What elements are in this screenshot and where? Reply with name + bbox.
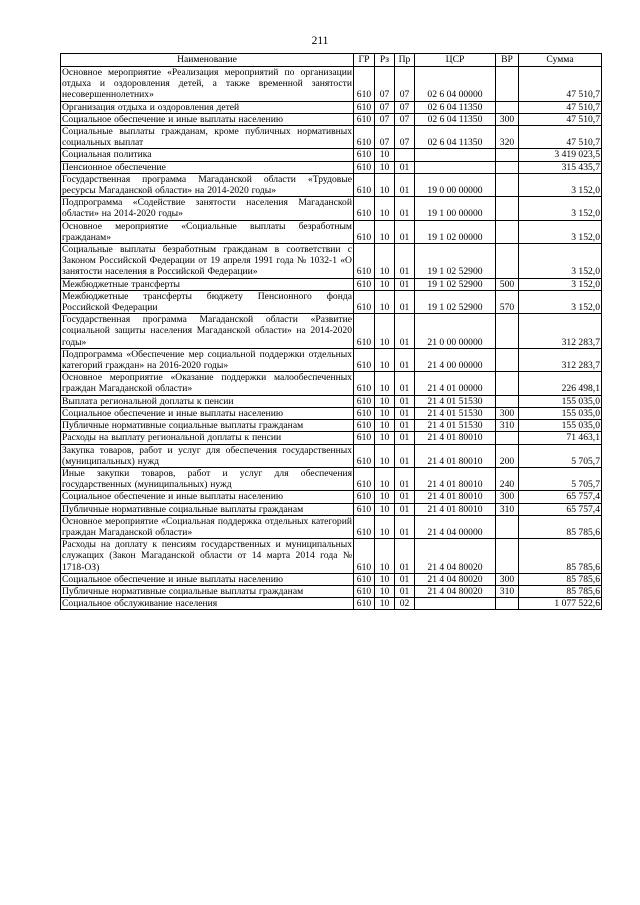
cell-pr: 01 bbox=[395, 444, 415, 467]
cell-sum: 226 498,1 bbox=[519, 372, 602, 395]
budget-table bbox=[60, 53, 602, 610]
cell-rz: 10 bbox=[375, 503, 395, 515]
cell-pr: 01 bbox=[395, 432, 415, 444]
cell-csr: 02 6 04 11350 bbox=[415, 113, 496, 125]
cell-rz: 10 bbox=[375, 407, 395, 419]
cell-rz: 07 bbox=[375, 67, 395, 102]
cell-rz: 10 bbox=[375, 173, 395, 196]
cell-sum: 155 035,0 bbox=[519, 420, 602, 432]
cell-sum: 47 510,7 bbox=[519, 67, 602, 102]
cell-gr: 610 bbox=[354, 101, 375, 113]
table-row bbox=[61, 491, 602, 503]
cell-name: Публичные нормативные социальные выплаты гражданам bbox=[61, 503, 354, 515]
table-row bbox=[61, 220, 602, 243]
cell-name: Основное мероприятие «Социальная поддержка отдельных категорий граждан Магаданской области» bbox=[62, 515, 352, 538]
header-sum: Сумма bbox=[519, 54, 602, 67]
cell-sum: 47 510,7 bbox=[519, 126, 602, 149]
cell-gr: 610 bbox=[354, 290, 375, 313]
cell-csr: 21 4 01 51530 bbox=[415, 420, 496, 432]
cell-rz: 10 bbox=[375, 491, 395, 503]
header-pr: Пр bbox=[395, 54, 415, 67]
cell-pr: 01 bbox=[395, 503, 415, 515]
cell-name: Социальное обеспечение и иные выплаты населению bbox=[61, 407, 354, 419]
cell-rz: 10 bbox=[375, 467, 395, 490]
cell-gr: 610 bbox=[354, 348, 375, 371]
cell-rz: 10 bbox=[375, 372, 395, 395]
cell-vr: 300 bbox=[496, 573, 519, 585]
cell-pr: 01 bbox=[395, 491, 415, 503]
cell-name: Социальное обеспечение и иные выплаты населению bbox=[61, 113, 354, 125]
cell-csr: 19 1 00 00000 bbox=[415, 197, 496, 220]
table-row bbox=[61, 113, 602, 125]
cell-name: Публичные нормативные социальные выплаты гражданам bbox=[61, 420, 354, 432]
cell-vr: 310 bbox=[496, 585, 519, 597]
table-row bbox=[61, 278, 602, 290]
table-row bbox=[61, 149, 602, 161]
table-row bbox=[61, 420, 602, 432]
cell-vr bbox=[496, 101, 519, 113]
cell-name: Подпрограмма «Содействие занятости населения Магаданской области» на 2014-2020 годы» bbox=[62, 197, 352, 220]
cell-gr: 610 bbox=[354, 407, 375, 419]
cell-sum: 47 510,7 bbox=[519, 101, 602, 113]
cell-csr bbox=[415, 598, 496, 610]
cell-sum: 155 035,0 bbox=[519, 407, 602, 419]
cell-rz: 10 bbox=[375, 539, 395, 574]
cell-rz: 10 bbox=[375, 432, 395, 444]
cell-vr: 310 bbox=[496, 420, 519, 432]
header-rz: Рз bbox=[375, 54, 395, 67]
cell-vr: 200 bbox=[496, 444, 519, 467]
cell-vr: 320 bbox=[496, 126, 519, 149]
cell-vr: 300 bbox=[496, 407, 519, 419]
cell-gr: 610 bbox=[354, 372, 375, 395]
cell-rz: 10 bbox=[375, 585, 395, 597]
cell-vr bbox=[496, 67, 519, 102]
cell-sum: 312 283,7 bbox=[519, 314, 602, 349]
cell-name: Иные закупки товаров, работ и услуг для обеспечения государственных (муниципальных) нужд bbox=[62, 467, 352, 491]
cell-gr: 610 bbox=[354, 395, 375, 407]
cell-sum: 65 757,4 bbox=[519, 503, 602, 515]
cell-rz: 10 bbox=[375, 197, 395, 220]
cell-pr: 01 bbox=[395, 161, 415, 173]
cell-name: Государственная программа Магаданской области «Развитие социальной защиты населения Магаданской области» на 2014-2020 годы» bbox=[62, 314, 352, 348]
cell-csr: 02 6 04 11350 bbox=[415, 101, 496, 113]
header-vr: ВР bbox=[496, 54, 519, 67]
cell-vr: 300 bbox=[496, 113, 519, 125]
cell-name: Выплата региональной доплаты к пенсии bbox=[61, 395, 354, 407]
table-row bbox=[61, 444, 602, 467]
page-number: 211 bbox=[311, 35, 329, 47]
cell-csr: 21 4 01 00000 bbox=[415, 372, 496, 395]
cell-sum: 3 152,0 bbox=[519, 278, 602, 290]
cell-csr: 21 4 01 80010 bbox=[415, 491, 496, 503]
cell-rz: 10 bbox=[375, 278, 395, 290]
cell-pr: 01 bbox=[395, 539, 415, 574]
cell-name: Основное мероприятие «Реализация мероприятий по организации отдыха и оздоровления детей, а также временной занятости несовершеннолетних» bbox=[62, 67, 352, 101]
cell-rz: 07 bbox=[375, 113, 395, 125]
cell-rz: 10 bbox=[375, 573, 395, 585]
cell-vr: 310 bbox=[496, 503, 519, 515]
cell-sum: 85 785,6 bbox=[519, 585, 602, 597]
cell-vr bbox=[496, 197, 519, 220]
cell-csr: 21 4 01 80010 bbox=[415, 444, 496, 467]
table-row bbox=[61, 539, 602, 574]
cell-sum: 5 705,7 bbox=[519, 467, 602, 490]
cell-gr: 610 bbox=[354, 444, 375, 467]
cell-pr: 07 bbox=[395, 101, 415, 113]
cell-sum: 3 152,0 bbox=[519, 173, 602, 196]
cell-sum: 47 510,7 bbox=[519, 113, 602, 125]
table-row bbox=[61, 126, 602, 149]
cell-gr: 610 bbox=[354, 173, 375, 196]
cell-pr: 01 bbox=[395, 467, 415, 490]
cell-sum: 3 152,0 bbox=[519, 220, 602, 243]
cell-gr: 610 bbox=[354, 149, 375, 161]
cell-vr: 300 bbox=[496, 491, 519, 503]
cell-pr: 01 bbox=[395, 420, 415, 432]
cell-rz: 10 bbox=[375, 290, 395, 313]
cell-csr: 19 1 02 52900 bbox=[415, 290, 496, 313]
cell-pr: 01 bbox=[395, 290, 415, 313]
cell-csr: 21 0 00 00000 bbox=[415, 314, 496, 349]
cell-sum: 3 152,0 bbox=[519, 290, 602, 313]
table-row bbox=[61, 244, 602, 279]
cell-pr: 07 bbox=[395, 67, 415, 102]
cell-name: Пенсионное обеспечение bbox=[61, 161, 354, 173]
cell-vr bbox=[496, 161, 519, 173]
cell-sum: 3 152,0 bbox=[519, 244, 602, 279]
cell-gr: 610 bbox=[354, 220, 375, 243]
cell-csr: 02 6 04 11350 bbox=[415, 126, 496, 149]
table-row bbox=[61, 314, 602, 349]
cell-gr: 610 bbox=[354, 432, 375, 444]
cell-vr bbox=[496, 432, 519, 444]
table-row bbox=[61, 161, 602, 173]
cell-gr: 610 bbox=[354, 467, 375, 490]
table-row bbox=[61, 348, 602, 371]
cell-name: Социальное обеспечение и иные выплаты населению bbox=[61, 573, 354, 585]
table-row bbox=[61, 173, 602, 196]
cell-csr: 21 4 04 00000 bbox=[415, 515, 496, 538]
cell-csr: 21 4 01 80010 bbox=[415, 467, 496, 490]
cell-pr: 01 bbox=[395, 220, 415, 243]
cell-pr: 01 bbox=[395, 197, 415, 220]
cell-name: Социальное обслуживание населения bbox=[61, 598, 354, 610]
cell-csr: 21 4 00 00000 bbox=[415, 348, 496, 371]
cell-sum: 65 757,4 bbox=[519, 491, 602, 503]
cell-gr: 610 bbox=[354, 585, 375, 597]
cell-gr: 610 bbox=[354, 161, 375, 173]
cell-pr: 02 bbox=[395, 598, 415, 610]
cell-rz: 10 bbox=[375, 395, 395, 407]
cell-gr: 610 bbox=[354, 314, 375, 349]
cell-name: Закупка товаров, работ и услуг для обеспечения государственных (муниципальных) нужд bbox=[62, 444, 352, 467]
cell-rz: 10 bbox=[375, 515, 395, 538]
table-row bbox=[61, 432, 602, 444]
cell-name: Социальные выплаты безработным гражданам в соответствии с Законом Российской Федерации от 19 апреля 1991 года № 1032-1 «О занятости населения в Российской Федерации» bbox=[62, 244, 352, 278]
cell-vr bbox=[496, 244, 519, 279]
table-row bbox=[61, 598, 602, 610]
cell-gr: 610 bbox=[354, 67, 375, 102]
cell-sum: 85 785,6 bbox=[519, 539, 602, 574]
cell-vr bbox=[496, 348, 519, 371]
header-name: Наименование bbox=[61, 54, 354, 67]
cell-pr: 01 bbox=[395, 515, 415, 538]
cell-gr: 610 bbox=[354, 598, 375, 610]
cell-csr: 21 4 04 80020 bbox=[415, 585, 496, 597]
cell-gr: 610 bbox=[354, 244, 375, 279]
cell-name: Организация отдыха и оздоровления детей bbox=[61, 101, 354, 113]
cell-pr: 01 bbox=[395, 407, 415, 419]
cell-gr: 610 bbox=[354, 113, 375, 125]
cell-csr: 21 4 01 80010 bbox=[415, 432, 496, 444]
cell-name: Публичные нормативные социальные выплаты гражданам bbox=[61, 585, 354, 597]
cell-csr: 19 1 02 52900 bbox=[415, 244, 496, 279]
cell-csr: 21 4 01 51530 bbox=[415, 407, 496, 419]
cell-csr: 19 1 02 52900 bbox=[415, 278, 496, 290]
cell-sum: 3 419 023,5 bbox=[519, 149, 602, 161]
cell-vr: 500 bbox=[496, 278, 519, 290]
cell-csr: 21 4 04 80020 bbox=[415, 539, 496, 574]
table-row bbox=[61, 395, 602, 407]
cell-name: Социальные выплаты гражданам, кроме публичных нормативных социальных выплат bbox=[62, 126, 352, 149]
cell-rz: 10 bbox=[375, 348, 395, 371]
cell-gr: 610 bbox=[354, 539, 375, 574]
cell-rz: 10 bbox=[375, 149, 395, 161]
cell-rz: 07 bbox=[375, 101, 395, 113]
cell-vr bbox=[496, 220, 519, 243]
cell-csr: 19 1 02 00000 bbox=[415, 220, 496, 243]
cell-sum: 5 705,7 bbox=[519, 444, 602, 467]
table-row bbox=[61, 585, 602, 597]
cell-rz: 10 bbox=[375, 244, 395, 279]
table-row bbox=[61, 197, 602, 220]
cell-sum: 1 077 522,6 bbox=[519, 598, 602, 610]
cell-pr: 01 bbox=[395, 573, 415, 585]
cell-rz: 10 bbox=[375, 444, 395, 467]
table-row bbox=[61, 290, 602, 313]
cell-vr bbox=[496, 515, 519, 538]
table-row bbox=[61, 407, 602, 419]
cell-gr: 610 bbox=[354, 573, 375, 585]
cell-csr: 21 4 01 80010 bbox=[415, 503, 496, 515]
cell-pr: 01 bbox=[395, 314, 415, 349]
cell-name: Основное мероприятие «Социальные выплаты безработным гражданам» bbox=[62, 220, 352, 243]
cell-sum: 315 435,7 bbox=[519, 161, 602, 173]
cell-vr bbox=[496, 539, 519, 574]
cell-rz: 10 bbox=[375, 161, 395, 173]
cell-gr: 610 bbox=[354, 515, 375, 538]
cell-vr: 240 bbox=[496, 467, 519, 490]
table-row bbox=[61, 503, 602, 515]
cell-vr bbox=[496, 395, 519, 407]
cell-csr: 21 4 04 80020 bbox=[415, 573, 496, 585]
table-row bbox=[61, 67, 602, 102]
cell-rz: 10 bbox=[375, 598, 395, 610]
table-row bbox=[61, 467, 602, 490]
cell-sum: 71 463,1 bbox=[519, 432, 602, 444]
cell-rz: 10 bbox=[375, 220, 395, 243]
cell-rz: 07 bbox=[375, 126, 395, 149]
cell-pr: 01 bbox=[395, 585, 415, 597]
cell-name: Подпрограмма «Обеспечение мер социальной поддержки отдельных категорий граждан» на 2016-2020 годы» bbox=[62, 348, 352, 372]
cell-gr: 610 bbox=[354, 278, 375, 290]
cell-pr: 01 bbox=[395, 278, 415, 290]
header-csr: ЦСР bbox=[415, 54, 496, 67]
cell-gr: 610 bbox=[354, 197, 375, 220]
cell-csr bbox=[415, 149, 496, 161]
cell-pr: 07 bbox=[395, 126, 415, 149]
cell-name: Межбюджетные трансферты бюджету Пенсионного фонда Российской Федерации bbox=[62, 290, 352, 314]
cell-pr: 01 bbox=[395, 395, 415, 407]
table-row bbox=[61, 372, 602, 395]
cell-csr bbox=[415, 161, 496, 173]
cell-csr: 21 4 01 51530 bbox=[415, 395, 496, 407]
cell-vr bbox=[496, 314, 519, 349]
cell-pr: 01 bbox=[395, 372, 415, 395]
cell-vr bbox=[496, 598, 519, 610]
table-row bbox=[61, 573, 602, 585]
cell-pr bbox=[395, 149, 415, 161]
cell-vr bbox=[496, 372, 519, 395]
cell-name: Расходы на доплату к пенсиям государственных и муниципальных служащих (Закон Магаданской области от 14 марта 2014 года № 1718-ОЗ) bbox=[62, 539, 352, 573]
cell-sum: 312 283,7 bbox=[519, 348, 602, 371]
cell-pr: 01 bbox=[395, 348, 415, 371]
cell-vr bbox=[496, 149, 519, 161]
table-row bbox=[61, 515, 602, 538]
cell-sum: 3 152,0 bbox=[519, 197, 602, 220]
cell-pr: 01 bbox=[395, 173, 415, 196]
cell-pr: 07 bbox=[395, 113, 415, 125]
cell-sum: 85 785,6 bbox=[519, 515, 602, 538]
cell-sum: 85 785,6 bbox=[519, 573, 602, 585]
cell-name: Расходы на выплату региональной доплаты к пенсии bbox=[61, 432, 354, 444]
table-body bbox=[61, 67, 602, 610]
header-gr: ГР bbox=[354, 54, 375, 67]
table-row bbox=[61, 101, 602, 113]
cell-sum: 155 035,0 bbox=[519, 395, 602, 407]
cell-vr: 570 bbox=[496, 290, 519, 313]
cell-name: Основное мероприятие «Оказание поддержки малообеспеченных граждан Магаданской области» bbox=[62, 372, 352, 395]
cell-csr: 02 6 04 00000 bbox=[415, 67, 496, 102]
cell-name: Межбюджетные трансферты bbox=[61, 278, 354, 290]
cell-gr: 610 bbox=[354, 420, 375, 432]
cell-name: Социальное обеспечение и иные выплаты населению bbox=[61, 491, 354, 503]
cell-gr: 610 bbox=[354, 491, 375, 503]
cell-gr: 610 bbox=[354, 503, 375, 515]
cell-rz: 10 bbox=[375, 314, 395, 349]
cell-name: Социальная политика bbox=[61, 149, 354, 161]
cell-rz: 10 bbox=[375, 420, 395, 432]
cell-vr bbox=[496, 173, 519, 196]
cell-pr: 01 bbox=[395, 244, 415, 279]
cell-name: Государственная программа Магаданской области «Трудовые ресурсы Магаданской области» на 2014-2020 годы» bbox=[62, 173, 352, 197]
cell-gr: 610 bbox=[354, 126, 375, 149]
cell-csr: 19 0 00 00000 bbox=[415, 173, 496, 196]
table-header-row bbox=[61, 54, 602, 67]
